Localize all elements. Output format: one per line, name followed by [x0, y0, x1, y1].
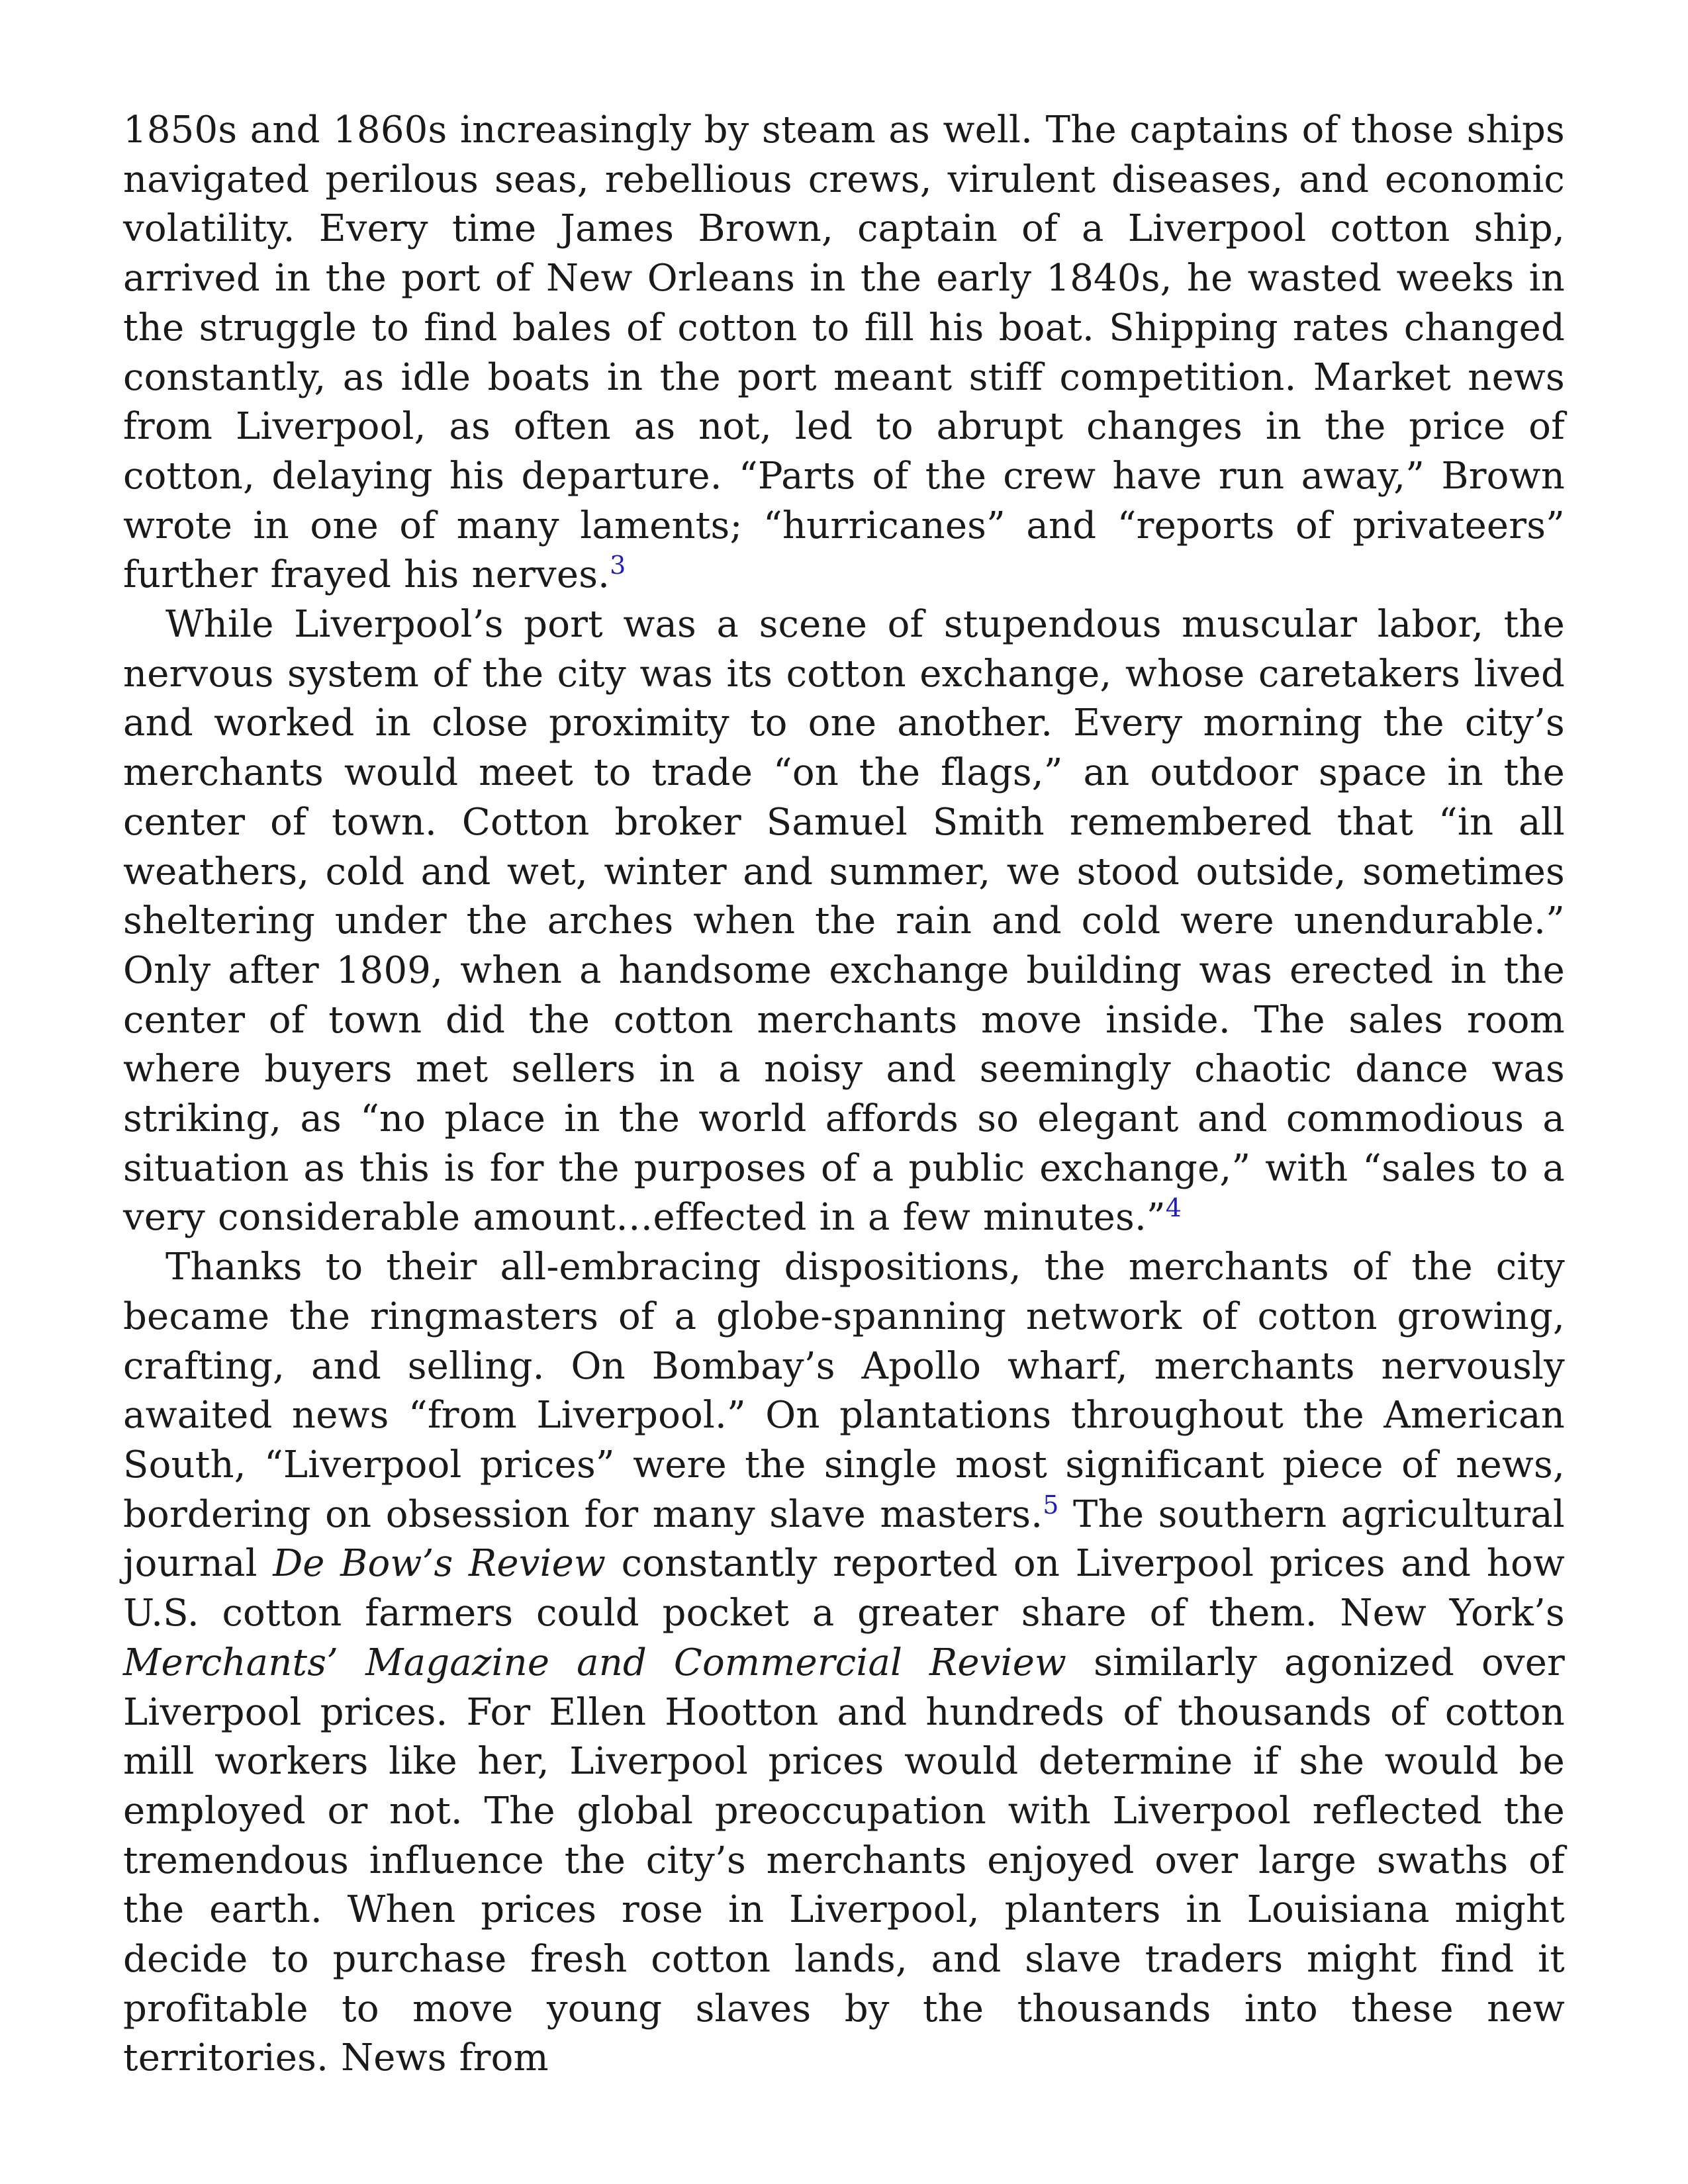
paragraph-3-text-d: similarly agonized over Liverpool prices. For Ellen Hootton and hundreds of thousands of cotton mill workers like her, Liverpool prices would determine if she would be employed or not. The global preoccupation with Liverpool reflected the tremendous influence the city’s merchants enjoyed over large swaths of the earth. When prices rose in Liverpool, planters in Louisiana might decide to purchase fresh cotton lands, and slave traders might find it profitable to move young slaves by the thousands into these new territories. News from: [123, 1641, 1566, 2080]
footnote-marker-3[interactable]: 3: [610, 551, 626, 580]
paragraph-1-text: 1850s and 1860s increasingly by steam as well. The captains of those ships navigated perilous seas, rebellious crews, virulent diseases, and economic volatility. Every time James Brown, captain of a Liverpool cotton ship, arrived in the port of New Orleans in the early 1840s, he wasted weeks in the struggle to find bales of cotton to fill his boat. Shipping rates changed constantly, as idle boats in the port meant stiff competition. Market news from Liverpool, as often as not, led to abrupt changes in the price of cotton, delaying his departure. “Parts of the crew have run away,” Brown wrote in one of many laments; “hurricanes” and “reports of privateers” further frayed his nerves.: [123, 109, 1565, 597]
paragraph-1: [123, 106, 1565, 600]
footnote-marker-5[interactable]: 5: [1043, 1490, 1059, 1520]
paragraph-3: [123, 1243, 1565, 2083]
page-body: [123, 106, 1565, 2083]
paragraph-3-text-b: The southern agricultural journal: [123, 1492, 1565, 1586]
paragraph-3-text-a: Thanks to their all-embracing dispositions, the merchants of the city became the ringmasters of a globe-spanning network of cotton growing, crafting, and selling. On Bombay’s Apollo wharf, merchants nervously awaited news “from Liverpool.” On plantations throughout the American South, “Liverpool prices” were the single most significant piece of news, bordering on obsession for many slave masters.: [123, 1246, 1565, 1536]
paragraph-2: [123, 600, 1565, 1243]
journal-title-de-bows-review: De Bow’s Review: [273, 1542, 606, 1586]
journal-title-merchants-magazine: Merchants’ Magazine and Commercial Review: [123, 1641, 1067, 1684]
paragraph-3-text-c: constantly reported on Liverpool prices and how U.S. cotton farmers could pocket a greater share of them. New York’s: [123, 1542, 1566, 1635]
footnote-marker-4[interactable]: 4: [1165, 1193, 1182, 1223]
paragraph-2-text: While Liverpool’s port was a scene of stupendous muscular labor, the nervous system of the city was its cotton exchange, whose caretakers lived and worked in close proximity to one another. Every morning the city’s merchants would meet to trade “on the flags,” an outdoor space in the center of town. Cotton broker Samuel Smith remembered that “in all weathers, cold and wet, winter and summer, we stood outside, sometimes sheltering under the arches when the rain and cold were unendurable.” Only after 1809, when a handsome exchange building was erected in the center of town did the cotton merchants move inside. The sales room where buyers met sellers in a noisy and seemingly chaotic dance was striking, as “no place in the world affords so elegant and commodious a situation as this is for the purposes of a public exchange,” with “sales to a very considerable amount…effected in a few minutes.”: [123, 603, 1565, 1240]
